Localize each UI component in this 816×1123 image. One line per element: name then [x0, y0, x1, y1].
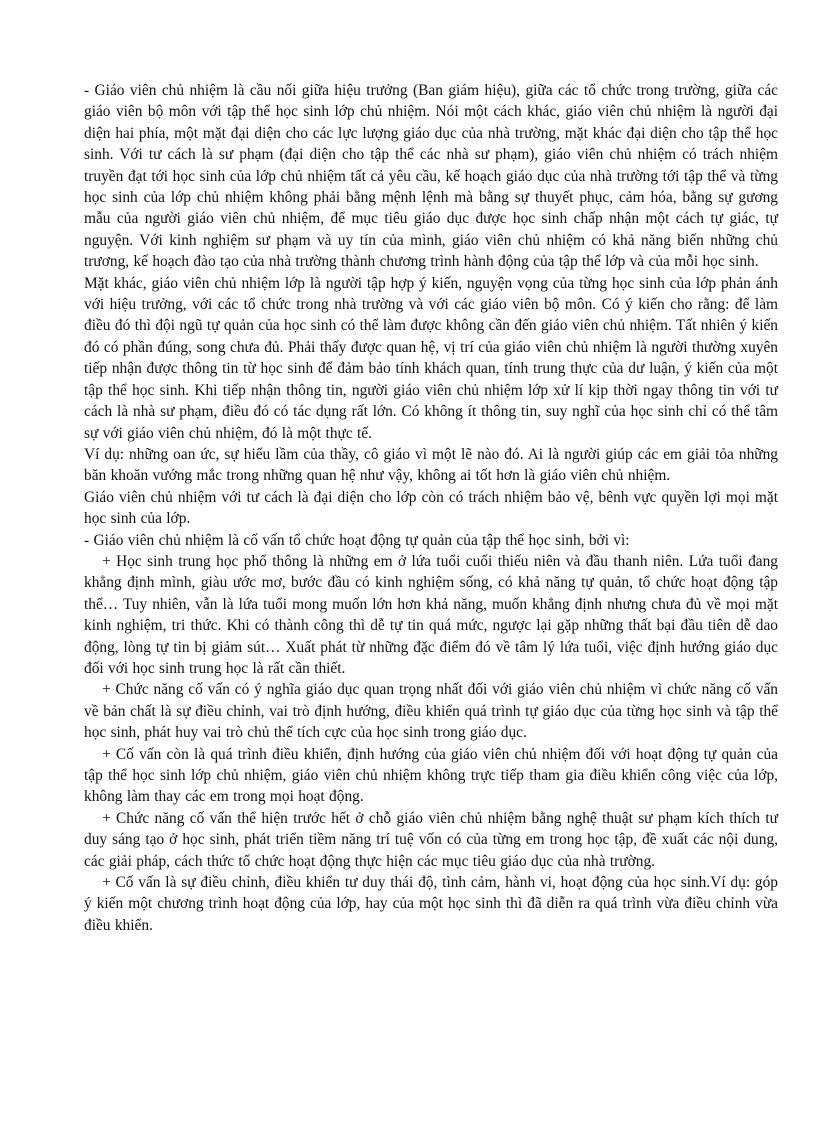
bullet-advisor-process: + Cố vấn còn là quá trình điều khiển, định hướng của giáo viên chủ nhiệm đối với hoạt động tự quản của tập thể học sinh lớp chủ nhiệm, giáo viên chủ nhiệm không trực tiếp tham gia điều khiển công việc của lớp, không làm thay các em trong mọi hoạt động.	[84, 745, 778, 806]
paragraph-role-bridge: - Giáo viên chủ nhiệm là cầu nối giữa hiệu trưởng (Ban giám hiệu), giữa các tổ chức trong trường, giữa các giáo viên bộ môn với tập thể học sinh lớp chủ nhiệm. Nói một cách khác, giáo viên chủ nhiệm là người đại diện hai phía, một mặt đại diện cho các lực lượng giáo dục của nhà trường, mặt khác đại diện cho tập thể học sinh. Với tư cách là sư phạm (đại diện cho tập thể các nhà sư phạm), giáo viên chủ nhiệm có trách nhiệm truyền đạt tới học sinh của lớp chủ nhiệm tất cả yêu cầu, kế hoạch giáo dục của nhà trường tới tập thể và từng học sinh của lớp chủ nhiệm không phải bằng mệnh lệnh mà bằng sự thuyết phục, cảm hóa, bằng sự gương mẫu của người giáo viên chủ nhiệm, để mục tiêu giáo dục được học sinh chấp nhận một cách tự giác, tự nguyện. Với kinh nghiệm sư phạm và uy tín của mình, giáo viên chủ nhiệm có khả năng biến những chủ trương, kế hoạch đào tạo của nhà trường thành chương trình hành động của tập thể lớp và của mỗi học sinh.	[84, 82, 778, 271]
paragraph-example: Ví dụ: những oan ức, sự hiểu lầm của thầy, cô giáo vì một lẽ nào đó. Ai là người giúp các em giải tỏa những băn khoăn vướng mắc trong những quan hệ như vậy, không ai tốt hơn là giáo viên chủ nhiệm.	[84, 445, 778, 485]
paragraph-advisor-heading: - Giáo viên chủ nhiệm là cố vấn tổ chức hoạt động tự quản của tập thể học sinh, bởi vì:	[84, 531, 630, 549]
paragraph-collect-opinions: Mặt khác, giáo viên chủ nhiệm lớp là người tập hợp ý kiến, nguyện vọng của từng học sinh của lớp phản ánh với hiệu trưởng, với các tổ chức trong nhà trường và với các giáo viên bộ môn. Có ý kiến cho rằng: để làm điều đó thì đội ngũ tự quản của học sinh có thể làm được không cần đến giáo viên chủ nhiệm. Tất nhiên ý kiến đó có phần đúng, song chưa đủ. Phải thấy được quan hệ, vị trí của giáo viên chủ nhiệm là người thường xuyên tiếp nhận được thông tin từ học sinh để đảm bảo tính khách quan, tính trung thực của dư luận, ý kiến của một tập thể học sinh. Khi tiếp nhận thông tin, người giáo viên chủ nhiệm lớp xử lí kịp thời ngay thông tin với tư cách là nhà sư phạm, điều đó có tác dụng rất lớn. Có không ít thông tin, suy nghĩ của học sinh chỉ có thể tâm sự với giáo viên chủ nhiệm, đó là một thực tế.	[84, 274, 778, 442]
paragraph-protect-rights: Giáo viên chủ nhiệm với tư cách là đại diện cho lớp còn có trách nhiệm bảo vệ, bênh vực quyền lợi mọi mặt học sinh của lớp.	[84, 488, 778, 528]
bullet-advisor-adjustment: + Cố vấn là sự điều chỉnh, điều khiển tư duy thái độ, tình cảm, hành vi, hoạt động của học sinh.Ví dụ: góp ý kiến một chương trình hoạt động của lớp, hay của một học sinh thì đã diễn ra quá trình vừa điều chỉnh vừa điều khiển.	[84, 874, 778, 934]
bullet-advisor-creativity: + Chức năng cố vấn thể hiện trước hết ở chỗ giáo viên chủ nhiệm bằng nghệ thuật sư phạm kích thích tư duy sáng tạo ở học sinh, phát triển tiềm năng trí tuệ vốn có của từng em trong học tập, đề xuất các nội dung, các giải pháp, cách thức tổ chức hoạt động thực hiện các mục tiêu giáo dục của nhà trường.	[84, 809, 778, 870]
bullet-student-age: + Học sinh trung học phổ thông là những em ở lứa tuổi cuối thiếu niên và đầu thanh niên. Lứa tuổi đang khẳng định mình, giàu ước mơ, bước đầu có kinh nghiệm sống, có khả năng tự quản, tổ chức hoạt động tập thể… Tuy nhiên, vẫn là lứa tuổi mong muốn lớn hơn khả năng, muốn khẳng định nhưng chưa đủ về mọi mặt kinh nghiệm, tri thức. Khi có thành công thì dễ tự tin quá mức, ngược lại gặp những thất bại đầu tiên dễ dao động, lòng tự tin bị giảm sút… Xuất phát từ những đặc điểm đó về tâm lý lứa tuổi, việc định hướng giáo dục đối với học sinh trung học là rất cần thiết.	[84, 552, 778, 677]
bullet-advisor-function: + Chức năng cố vấn có ý nghĩa giáo dục quan trọng nhất đối với giáo viên chủ nhiệm vì chức năng cố vấn về bản chất là sự điều chỉnh, vai trò định hướng, điều khiển quá trình tự giáo dục của từng học sinh và tập thể học sinh, phát huy vai trò chủ thể tích cực của học sinh trong giáo dục.	[84, 681, 778, 742]
